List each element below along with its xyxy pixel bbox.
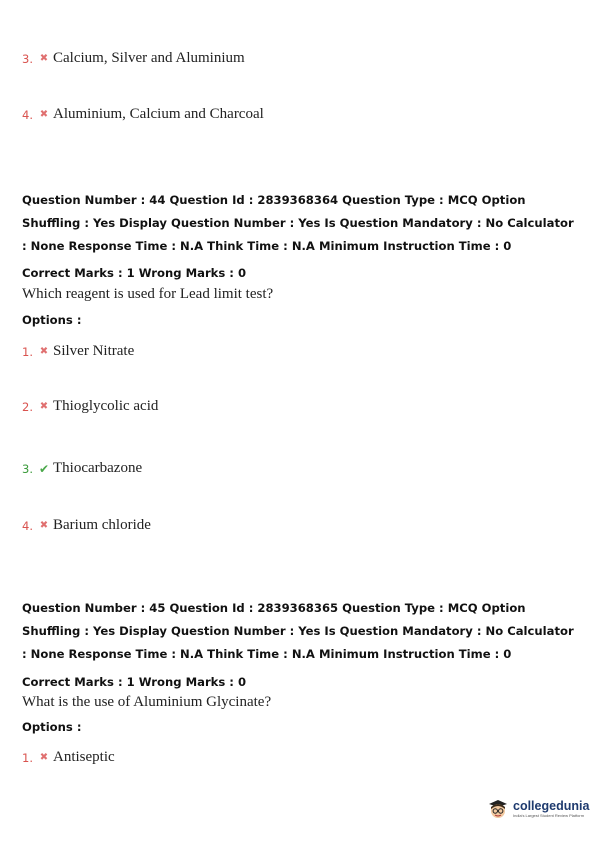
option-item bbox=[22, 398, 158, 415]
question-meta: Question Number : 45 Question Id : 2839368365 Question Type : MCQ Option Shuffling : Yes Display Question Number : Yes Is Question Mandatory : No Calculator : None Response Time : N.A Think Time : N.A Minimum Instruction Time : 0 bbox=[22, 601, 574, 661]
cross-icon: ✖ bbox=[39, 401, 49, 412]
options-label: Options : bbox=[22, 313, 82, 327]
mascot-icon bbox=[486, 797, 510, 821]
question-text: What is the use of Aluminium Glycinate? bbox=[22, 694, 272, 710]
cross-icon: ✖ bbox=[39, 109, 49, 120]
question-meta: Question Number : 44 Question Id : 2839368364 Question Type : MCQ Option Shuffling : Yes Display Question Number : Yes Is Question Mandatory : No Calculator : None Response Time : N.A Think Time : N.A Minimum Instruction Time : 0 bbox=[22, 193, 574, 253]
option-number: 4. bbox=[22, 518, 33, 533]
option-text: Antiseptic bbox=[53, 749, 115, 765]
option-text: Silver Nitrate bbox=[53, 343, 135, 359]
option-text: Barium chloride bbox=[53, 517, 151, 533]
option-item bbox=[22, 106, 264, 123]
logo-name: collegedunia bbox=[513, 799, 590, 813]
question-marks: Correct Marks : 1 Wrong Marks : 0 bbox=[22, 675, 247, 689]
option-number: 1. bbox=[22, 344, 33, 359]
cross-icon: ✖ bbox=[39, 346, 49, 357]
option-number: 3. bbox=[22, 51, 33, 66]
option-item-correct bbox=[22, 460, 142, 477]
option-number: 4. bbox=[22, 107, 33, 122]
logo-tagline: India's Largest Student Review Platform bbox=[513, 813, 585, 818]
cross-icon: ✖ bbox=[39, 53, 49, 64]
option-item bbox=[22, 749, 115, 766]
collegedunia-logo bbox=[486, 797, 589, 821]
option-text: Thiocarbazone bbox=[53, 460, 143, 476]
option-text: Aluminium, Calcium and Charcoal bbox=[53, 106, 264, 122]
option-text: Thioglycolic acid bbox=[53, 398, 159, 414]
cross-icon: ✖ bbox=[39, 520, 49, 531]
cross-icon: ✖ bbox=[39, 752, 49, 763]
check-icon: ✔ bbox=[38, 461, 50, 476]
option-number: 1. bbox=[22, 750, 33, 765]
option-number: 2. bbox=[22, 399, 33, 414]
options-label: Options : bbox=[22, 720, 82, 734]
question-marks: Correct Marks : 1 Wrong Marks : 0 bbox=[22, 266, 247, 280]
option-item bbox=[22, 50, 245, 67]
question-text: Which reagent is used for Lead limit test? bbox=[22, 286, 274, 302]
option-item bbox=[22, 343, 134, 360]
option-number: 3. bbox=[22, 461, 33, 476]
option-text: Calcium, Silver and Aluminium bbox=[53, 50, 245, 66]
option-item bbox=[22, 517, 151, 534]
